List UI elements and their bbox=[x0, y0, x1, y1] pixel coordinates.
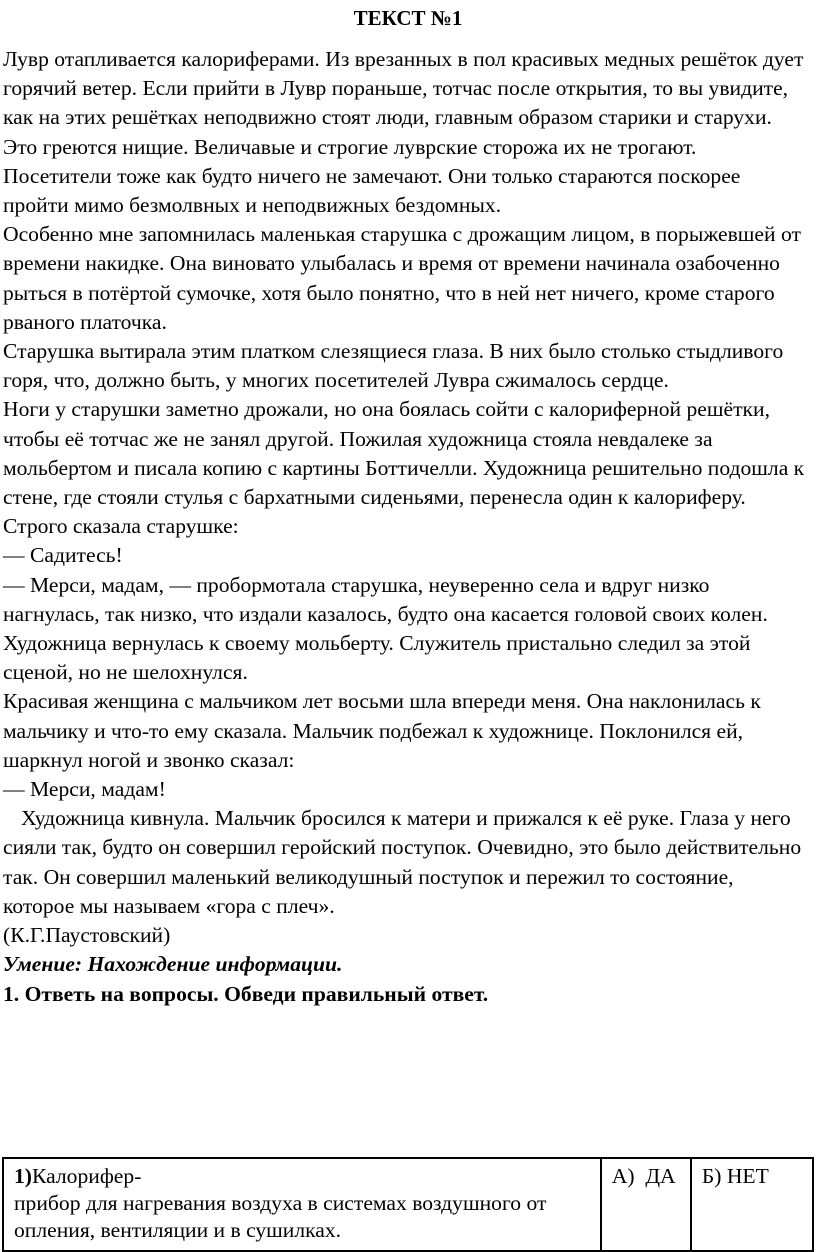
answer-table bbox=[2, 1157, 814, 1252]
paragraph: Художница вернулась к своему мольберту. Служитель пристально следил за этой сценой, но не шелохнулся. bbox=[3, 631, 751, 685]
paragraph: Ноги у старушки заметно дрожали, но она боялась сойти с калориферной решётки, чтобы её тотчас же не занял другой. Пожилая художница стояла невдалеке за мольбертом и писала копию с картины Боттичелли. Художница решительно подошла к стене, где стояли стулья с бархатными сиденьями, перенесла один к калориферу. Строго сказала старушке: bbox=[3, 397, 805, 539]
paragraph: Старушка вытирала этим платком слезящиеся глаза. В них было столько стыдливого горя, что, должно быть, у многих посетителей Лувра сжималось сердце. bbox=[3, 339, 784, 393]
question-term: Калорифер- bbox=[32, 1164, 142, 1188]
answer-option-no[interactable] bbox=[691, 1158, 813, 1251]
question-number: 1) bbox=[14, 1164, 32, 1188]
dialogue-line: — Садитесь! bbox=[3, 543, 123, 568]
text-title: ТЕКСТ №1 bbox=[353, 6, 463, 30]
answer-option-yes[interactable] bbox=[601, 1158, 691, 1251]
skill-label: Умение: Нахождение информации. bbox=[3, 952, 343, 977]
question-cell bbox=[3, 1158, 601, 1251]
answer-option-no-label: Б) НЕТ bbox=[701, 1164, 769, 1188]
paragraph: Особенно мне запомнилась маленькая старушка с дрожащим лицом, в порыжевшей от времени накидке. Она виновато улыбалась и время от времени начинала озабоченно рыться в потёртой сумочке, хотя было понятно, что в ней нет ничего, кроме старого рваного платочка. bbox=[3, 222, 801, 334]
paragraph: Красивая женщина с мальчиком лет восьми шла впереди меня. Она наклонилась к мальчику и что-то ему сказала. Мальчик подбежал к художнице. Поклонился ей, шаркнул ногой и звонко сказал: bbox=[3, 689, 761, 772]
paragraph: Лувр отапливается калориферами. Из врезанных в пол красивых медных решёток дует горячий ветер. Если прийти в Лувр пораньше, тотчас после открытия, то вы увидите, как на этих решётках неподвижно стоят люди, главным образом старики и старухи. bbox=[3, 47, 804, 130]
answer-option-yes-label: А) ДА bbox=[611, 1164, 676, 1188]
paragraph: Художница кивнула. Мальчик бросился к матери и прижался к её руке. Глаза у него сияли так, будто он совершил геройский поступок. Очевидно, это было действительно так. Он совершил маленький великодушный поступок и пережил то состояние, которое мы называем «гора с плеч». bbox=[3, 806, 802, 918]
dialogue-line: — Мерси, мадам! bbox=[3, 777, 166, 802]
story-text bbox=[3, 45, 809, 1009]
paragraph: Это греются нищие. Величавые и строгие луврские сторожа их не трогают. Посетители тоже как будто ничего не замечают. Они только стараются поскорее пройти мимо безмолвных и неподвижных бездомных. bbox=[3, 134, 741, 218]
question-definition: прибор для нагревания воздуха в системах воздушного от опления, вентиляции и в сушилках. bbox=[14, 1191, 547, 1242]
table-row bbox=[3, 1158, 813, 1251]
task-instruction: 1. Ответь на вопросы. Обведи правильный ответ. bbox=[3, 981, 489, 1006]
author-attribution: (К.Г.Паустовский) bbox=[3, 923, 171, 948]
dialogue-line: — Мерси, мадам, — пробормотала старушка, неуверенно села и вдруг низко нагнулась, так низко, что издали казалось, будто она касается головой своих колен. bbox=[3, 572, 768, 626]
